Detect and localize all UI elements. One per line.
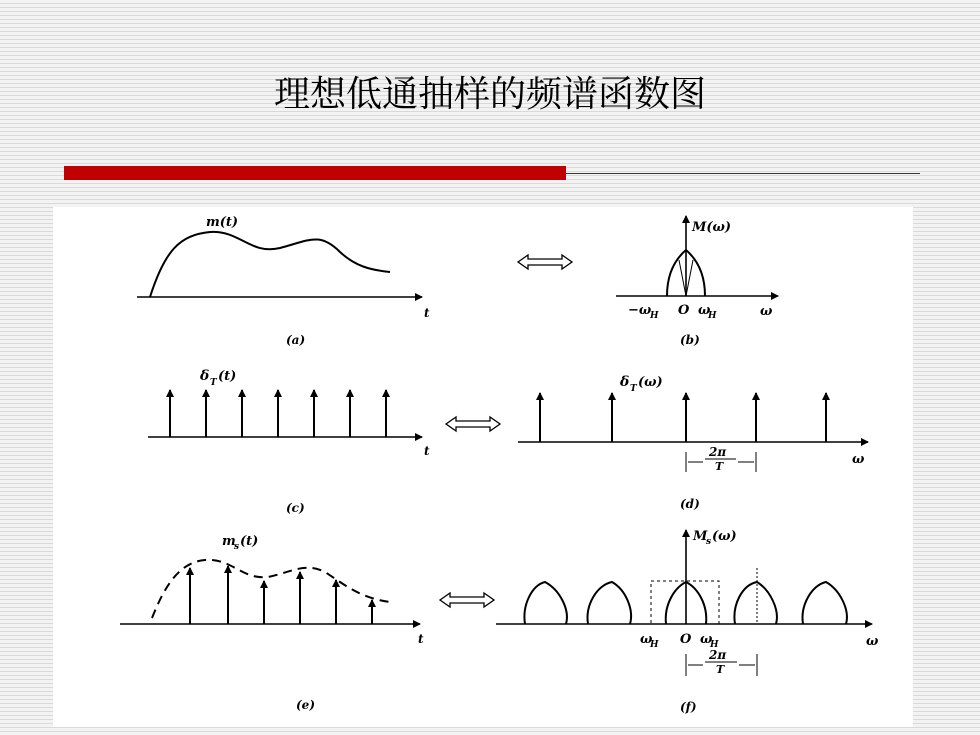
label-wh-right: ω bbox=[700, 632, 713, 647]
spectrum-b-inner-r bbox=[686, 260, 693, 296]
label-wh-left: ω bbox=[640, 632, 653, 647]
label-Ms-w-arg: (ω) bbox=[712, 529, 737, 544]
equiv-arrow-ab bbox=[518, 255, 572, 269]
spectrum-copy bbox=[803, 582, 847, 624]
impulse-train-c bbox=[170, 390, 386, 437]
axis-label-w-d: ω bbox=[852, 452, 865, 467]
caption-e: (e) bbox=[296, 698, 315, 712]
panel-f bbox=[496, 529, 879, 714]
axis-label-t-e: t bbox=[418, 632, 424, 646]
axis-label-w-f: ω bbox=[866, 634, 879, 649]
panel-b bbox=[616, 216, 778, 347]
equiv-arrow-cd bbox=[446, 417, 500, 431]
label-M-w: M(ω) bbox=[692, 220, 732, 235]
panel-d bbox=[518, 374, 868, 511]
panel-e bbox=[120, 534, 424, 712]
label-delta-d-sub: T bbox=[630, 384, 637, 394]
signal-curve-a bbox=[150, 232, 390, 297]
envelope-e bbox=[152, 560, 390, 618]
equiv-arrow-ef bbox=[440, 593, 494, 607]
label-neg-wh: −ω bbox=[628, 303, 652, 318]
label-delta-c-sub: T bbox=[210, 378, 217, 388]
label-wh-b-sub: H bbox=[708, 311, 717, 321]
label-Ms-w: M bbox=[693, 529, 708, 544]
equivalence-ab bbox=[518, 255, 572, 269]
ideal-lpf-box bbox=[651, 581, 719, 624]
label-origin-f: O bbox=[680, 632, 692, 647]
label-delta-d-arg: (ω) bbox=[638, 375, 663, 390]
label-ms-t-arg: (t) bbox=[240, 534, 259, 549]
label-wh-b: ω bbox=[698, 303, 711, 318]
sampled-impulses-e bbox=[190, 566, 372, 624]
panel-a bbox=[137, 215, 430, 347]
impulse-train-d bbox=[540, 393, 826, 442]
label-delta-d: δ bbox=[620, 374, 630, 390]
caption-c: (c) bbox=[286, 501, 305, 515]
axis-label-t-a: t bbox=[424, 306, 430, 320]
caption-a: (a) bbox=[286, 333, 306, 347]
label-ms-t: m bbox=[222, 534, 236, 549]
panel-c bbox=[148, 368, 430, 515]
spectrum-b-inner-l bbox=[679, 260, 686, 296]
spectrum-copy bbox=[588, 582, 631, 624]
spectrum-copy bbox=[524, 582, 566, 624]
axis-label-w-b: ω bbox=[760, 304, 773, 319]
label-Ms-w-sub: s bbox=[706, 537, 712, 547]
label-ms-t-sub: s bbox=[234, 542, 240, 552]
label-neg-wh-sub: H bbox=[650, 311, 659, 321]
caption-b: (b) bbox=[680, 333, 700, 347]
label-m-t: m(t) bbox=[206, 215, 239, 230]
axis-label-t-c: t bbox=[424, 444, 430, 458]
caption-d: (d) bbox=[680, 497, 700, 511]
period-den-d: T bbox=[715, 460, 724, 473]
period-num-d: 2π bbox=[709, 445, 727, 459]
caption-f: (f) bbox=[680, 700, 697, 714]
spectrum-copy bbox=[734, 582, 776, 624]
equivalence-ef bbox=[440, 593, 494, 607]
label-origin-b: O bbox=[678, 303, 690, 318]
label-wh-left-sub: H bbox=[650, 640, 659, 650]
period-num-f: 2π bbox=[709, 648, 727, 662]
label-delta-c-arg: (t) bbox=[218, 369, 237, 384]
slide-title: 理想低通抽样的频谱函数图 bbox=[273, 74, 706, 115]
equivalence-cd bbox=[446, 417, 500, 431]
label-delta-c: δ bbox=[200, 368, 210, 384]
period-den-f: T bbox=[716, 663, 725, 676]
label-wh-right-sub: H bbox=[710, 640, 719, 650]
